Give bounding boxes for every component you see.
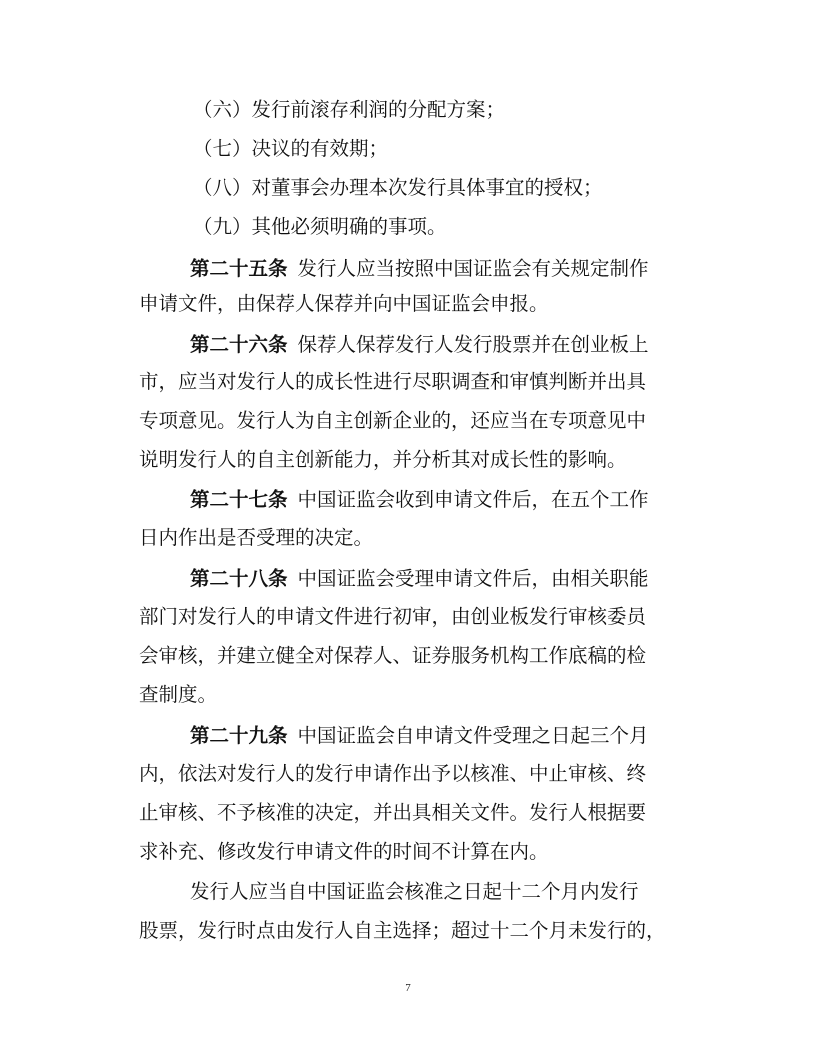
article-28-line-4: 查制度。 (139, 683, 218, 706)
article-27-label: 第二十七条 (190, 488, 288, 511)
article-28-text: 中国证监会受理申请文件后，由相关职能 (297, 567, 649, 590)
article-26-first-line (190, 333, 649, 357)
article-28-first-line (190, 567, 649, 591)
article-29-line-2: 内，依法对发行人的发行申请作出予以核准、中止审核、终 (139, 762, 647, 785)
article-28-line-3: 会审核，并建立健全对保荐人、证券服务机构工作底稿的检 (139, 644, 647, 667)
article-25-first-line (190, 257, 649, 281)
list-item-6: （六）发行前滚存利润的分配方案； (193, 98, 506, 121)
article-28-line-2: 部门对发行人的申请文件进行初审，由创业板发行审核委员 (139, 605, 647, 628)
article-25-text: 发行人应当按照中国证监会有关规定制作 (297, 257, 649, 280)
list-item-9: （九）其他必须明确的事项。 (193, 215, 447, 238)
article-25-line-2: 申请文件，由保荐人保荐并向中国证监会申报。 (139, 292, 549, 315)
article-29-text: 中国证监会自申请文件受理之日起三个月 (297, 724, 649, 747)
article-28-label: 第二十八条 (190, 567, 288, 590)
article-27-line-2: 日内作出是否受理的决定。 (139, 526, 374, 549)
page-number: 7 (405, 982, 411, 994)
article-29-line-3: 止审核、不予核准的决定，并出具相关文件。发行人根据要 (139, 801, 647, 824)
article-27-first-line (190, 488, 649, 512)
article-25-label: 第二十五条 (190, 257, 288, 280)
closing-line-1: 发行人应当自中国证监会核准之日起十二个月内发行 (190, 880, 639, 903)
list-item-7: （七）决议的有效期； (193, 137, 389, 160)
closing-line-2: 股票，发行时点由发行人自主选择；超过十二个月未发行的， (139, 919, 666, 942)
article-26-label: 第二十六条 (190, 333, 288, 356)
article-29-line-4: 求补充、修改发行申请文件的时间不计算在内。 (139, 840, 549, 863)
article-29-label: 第二十九条 (190, 724, 288, 747)
article-29-first-line (190, 724, 649, 748)
article-27-text: 中国证监会收到申请文件后，在五个工作 (297, 488, 649, 511)
article-26-line-4: 说明发行人的自主创新能力，并分析其对成长性的影响。 (139, 448, 627, 471)
list-item-8: （八）对董事会办理本次发行具体事宜的授权； (193, 176, 603, 199)
article-26-line-2: 市，应当对发行人的成长性进行尽职调查和审慎判断并出具 (139, 370, 647, 393)
article-26-line-3: 专项意见。发行人为自主创新企业的，还应当在专项意见中 (139, 409, 647, 432)
article-26-text: 保荐人保荐发行人发行股票并在创业板上 (297, 333, 649, 356)
